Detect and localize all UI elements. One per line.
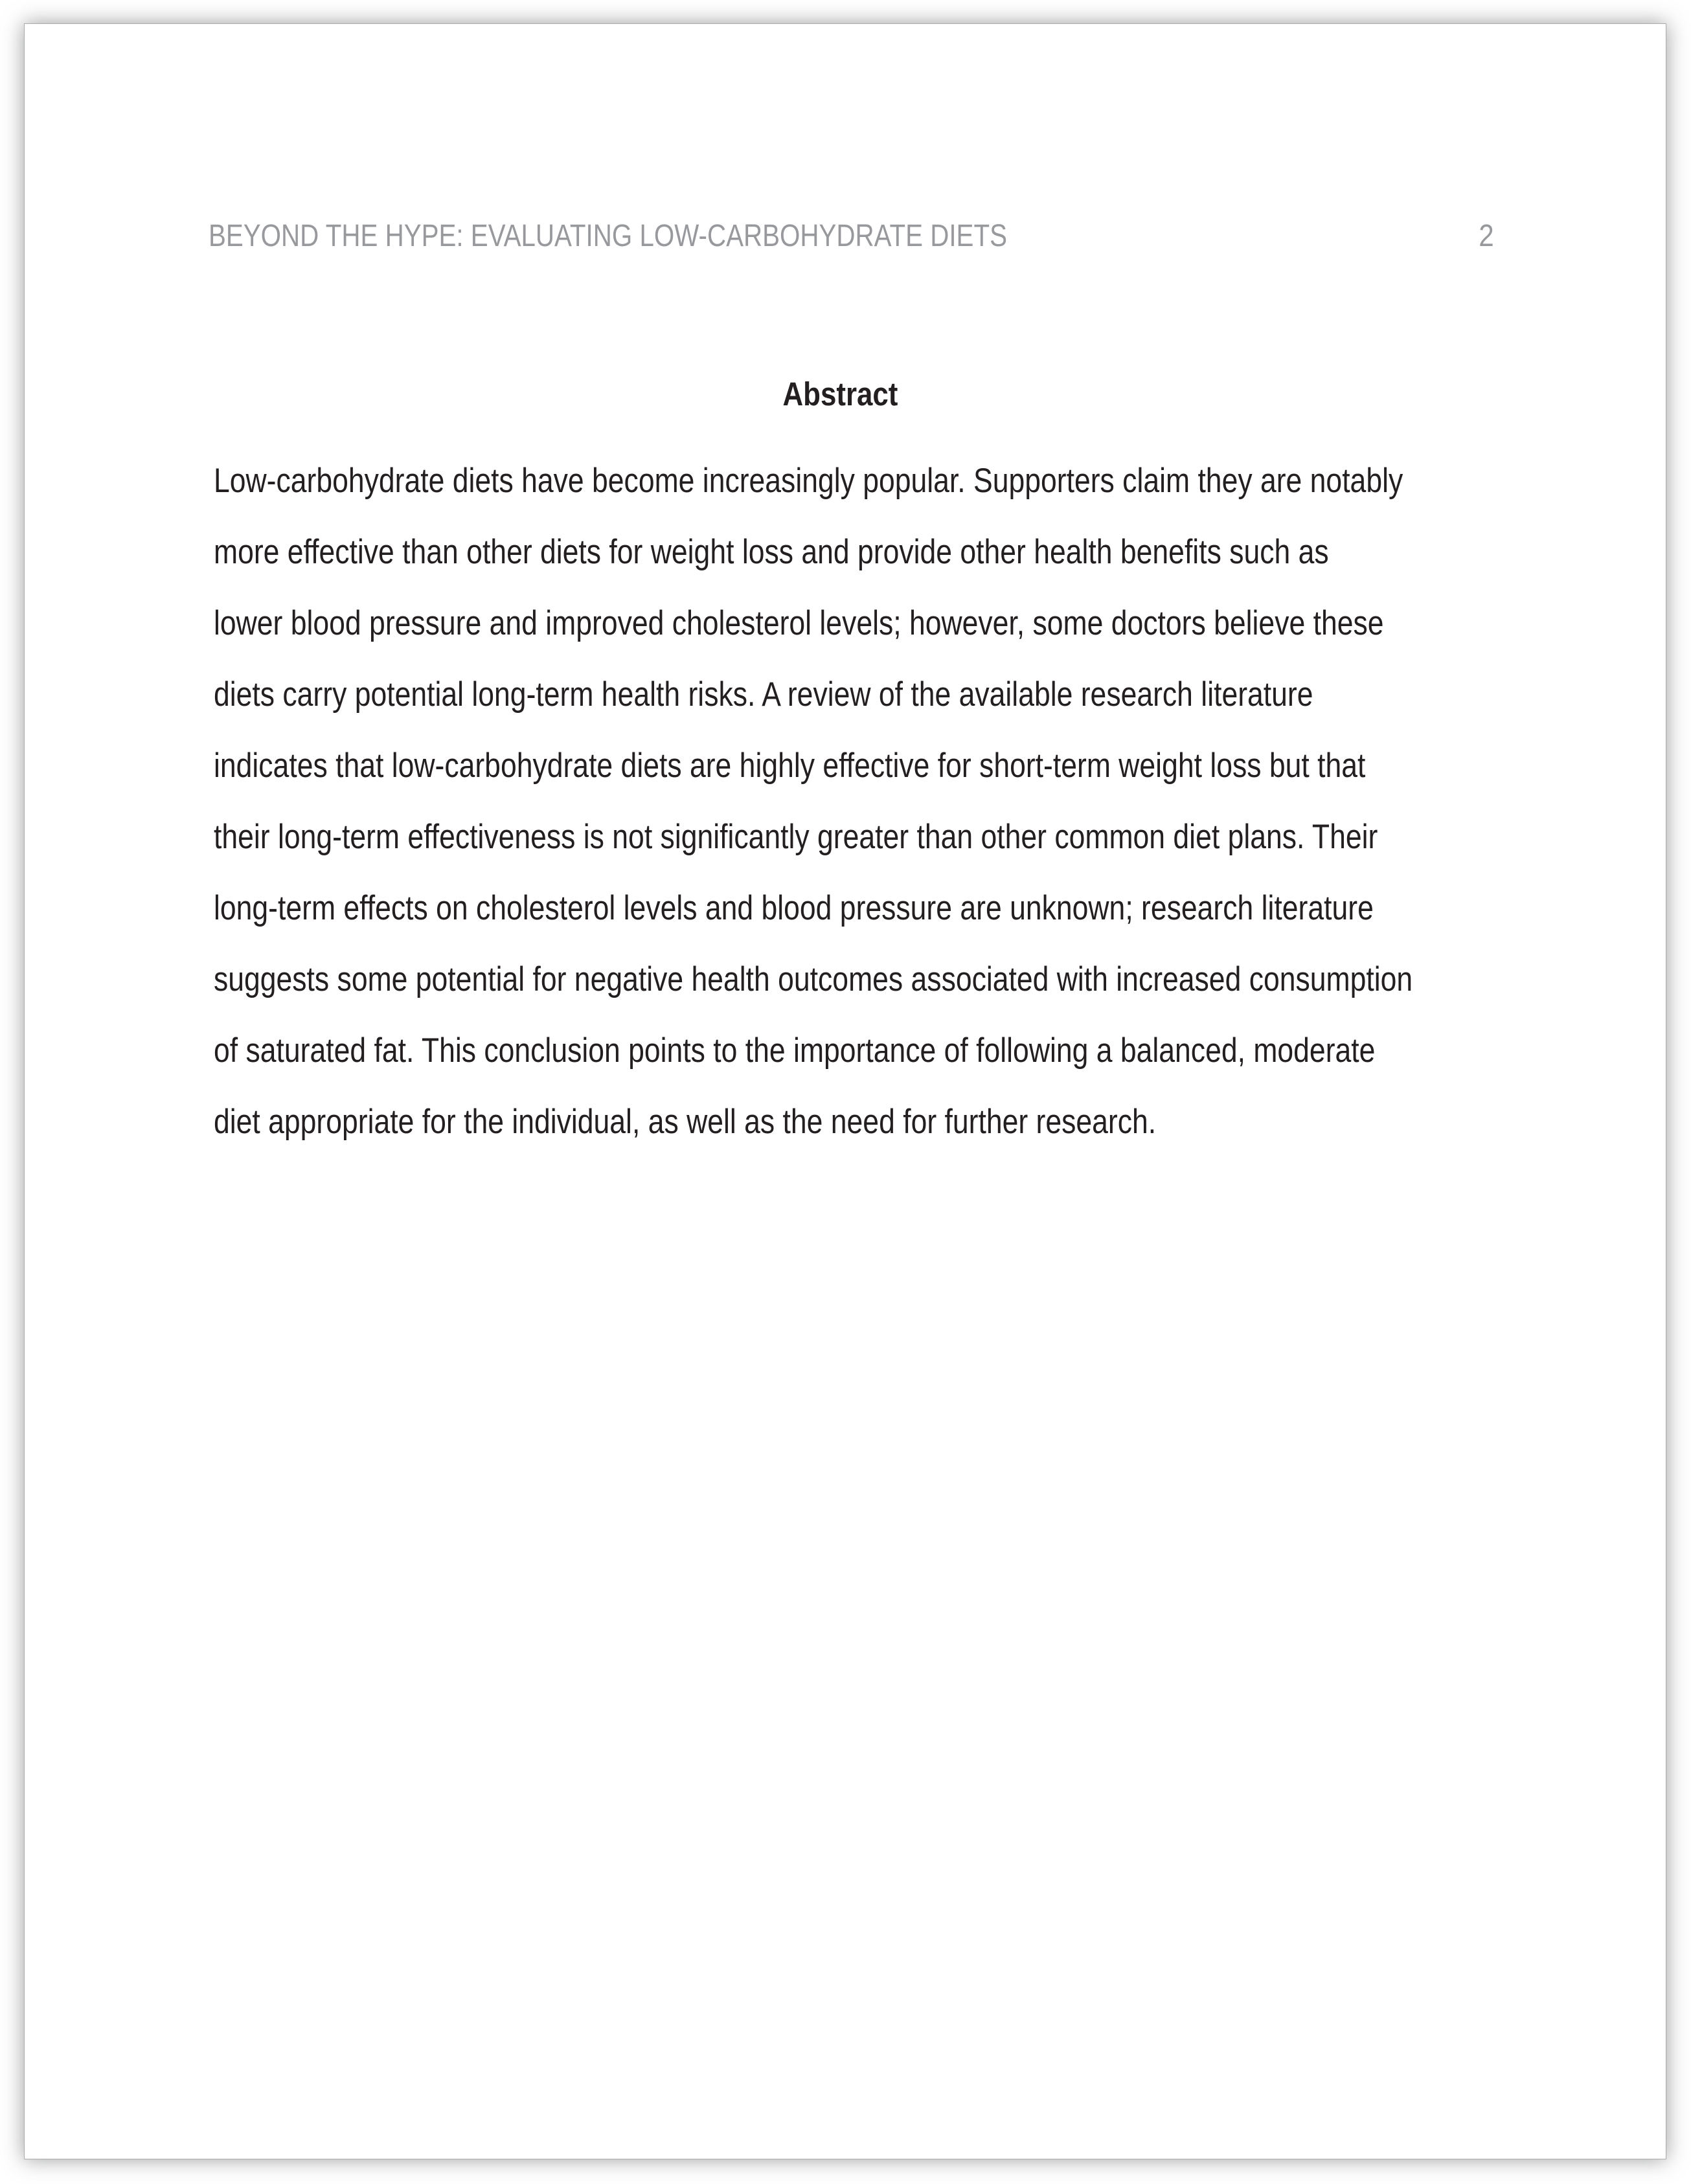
abstract-line: Low-carbohydrate diets have become increasingly popular. Supporters claim they are notably — [214, 462, 1403, 500]
running-head-text: BEYOND THE HYPE: EVALUATING LOW-CARBOHYDRATE DIETS — [209, 219, 1007, 253]
abstract-line: long-term effects on cholesterol levels and blood pressure are unknown; research literature — [214, 889, 1374, 927]
page-number: 2 — [1479, 219, 1494, 253]
abstract-heading-text: Abstract — [782, 376, 898, 412]
abstract-line: of saturated fat. This conclusion points to the importance of following a balanced, moderate — [214, 1031, 1376, 1070]
abstract-line: diet appropriate for the individual, as well as the need for further research. — [214, 1103, 1157, 1141]
abstract-heading — [214, 377, 1467, 411]
abstract-line: diets carry potential long-term health risks. A review of the available research literature — [214, 675, 1313, 714]
abstract-line: lower blood pressure and improved cholesterol levels; however, some doctors believe these — [214, 604, 1384, 642]
abstract-line: their long-term effectiveness is not significantly greater than other common diet plans. Their — [214, 818, 1378, 856]
abstract-line: more effective than other diets for weight loss and provide other health benefits such as — [214, 533, 1329, 571]
running-head — [209, 221, 1494, 252]
abstract-line: indicates that low-carbohydrate diets are highly effective for short-term weight loss but that — [214, 747, 1366, 785]
abstract-paragraph — [214, 445, 1499, 1158]
paper-page — [24, 23, 1666, 2159]
abstract-line: suggests some potential for negative health outcomes associated with increased consumption — [214, 960, 1413, 998]
